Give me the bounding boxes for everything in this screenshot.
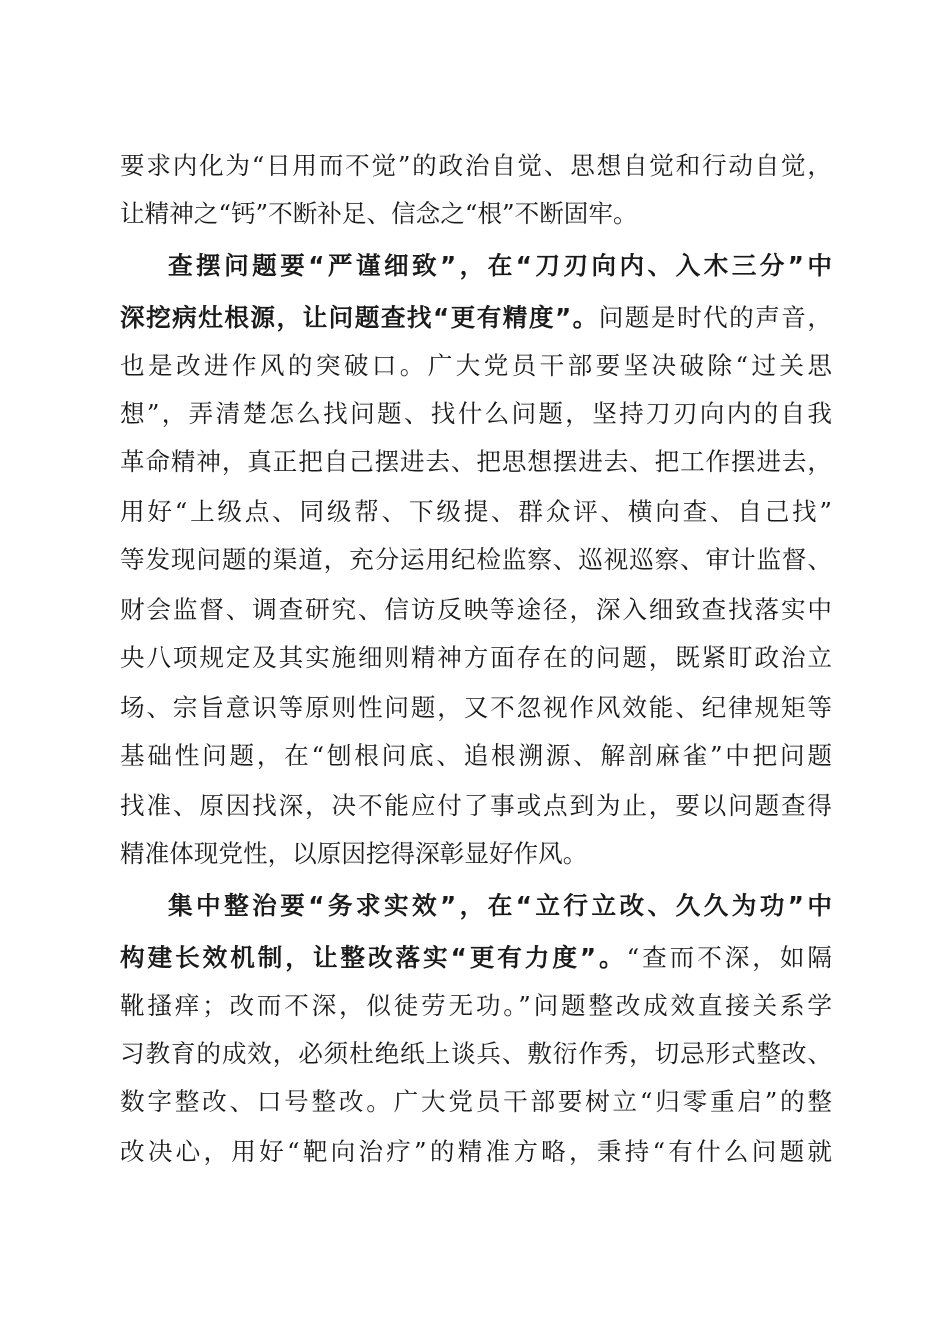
paragraph-1-line-1 xyxy=(120,146,832,186)
paragraph-3-line-1 xyxy=(168,886,832,926)
line-text: 数字整改、口号整改。广大党员干部要树立“归零重启”的整 xyxy=(120,1087,832,1116)
paragraph-3-line-2 xyxy=(120,938,832,978)
paragraph-2-line-5 xyxy=(120,442,832,482)
paragraph-3-line-6 xyxy=(120,1132,832,1172)
line-text: 等发现问题的渠道，充分运用纪检监察、巡视巡察、审计监督、 xyxy=(120,545,832,574)
paragraph-2-line-1 xyxy=(168,246,832,286)
line-text: 基础性问题，在“刨根问底、追根溯源、解剖麻雀”中把问题 xyxy=(120,741,832,770)
line-text: 要求内化为“日用而不觉”的政治自觉、思想自觉和行动自觉， xyxy=(120,151,832,180)
line-text: 找准、原因找深，决不能应付了事或点到为止，要以问题查得 xyxy=(120,791,832,820)
paragraph-3-line-5 xyxy=(120,1082,832,1122)
line-text: 用好“上级点、同级帮、下级提、群众评、横向查、自己找” xyxy=(120,497,832,526)
line-text: 场、宗旨意识等原则性问题，又不忽视作风效能、纪律规矩等 xyxy=(120,693,832,722)
line-text: 财会监督、调查研究、信访反映等途径，深入细致查找落实中 xyxy=(120,595,832,624)
bold-heading-text: 集中整治要“务求实效”，在“立行立改、久久为功”中 xyxy=(168,891,833,920)
bold-heading-text: 构建长效机制，让整改落实“更有力度”。 xyxy=(120,943,627,972)
paragraph-2-line-2 xyxy=(120,298,832,338)
line-text: 靴搔痒；改而不深，似徒劳无功。”问题整改成效直接关系学 xyxy=(120,991,832,1020)
line-text: 问题是时代的声音， xyxy=(598,303,832,332)
line-text: 想”，弄清楚怎么找问题、找什么问题，坚持刀刃向内的自我 xyxy=(120,399,832,428)
paragraph-3-line-4 xyxy=(120,1034,832,1074)
paragraph-2-line-12 xyxy=(120,786,832,826)
line-text: “查而不深，如隔 xyxy=(626,943,832,972)
paragraph-2-line-4 xyxy=(120,394,832,434)
paragraph-2-line-10 xyxy=(120,688,832,728)
paragraph-3-line-3 xyxy=(120,986,832,1026)
paragraph-1-line-2 xyxy=(120,194,832,234)
line-text: 精准体现党性，以原因挖得深彰显好作风。 xyxy=(120,839,588,868)
line-text: 央八项规定及其实施细则精神方面存在的问题，既紧盯政治立 xyxy=(120,643,832,672)
line-text: 改决心，用好“靶向治疗”的精准方略，秉持“有什么问题就 xyxy=(120,1137,832,1166)
line-text: 革命精神，真正把自己摆进去、把思想摆进去、把工作摆进去， xyxy=(120,447,832,476)
paragraph-2-line-11 xyxy=(120,736,832,776)
bold-heading-text: 深挖病灶根源，让问题查找“更有精度”。 xyxy=(120,303,599,332)
paragraph-2-line-7 xyxy=(120,540,832,580)
line-text: 也是改进作风的突破口。广大党员干部要坚决破除“过关思 xyxy=(120,351,832,380)
paragraph-2-line-3 xyxy=(120,346,832,386)
paragraph-2-line-6 xyxy=(120,492,832,532)
line-text: 让精神之“钙”不断补足、信念之“根”不断固牢。 xyxy=(120,199,638,228)
line-text: 习教育的成效，必须杜绝纸上谈兵、敷衍作秀，切忌形式整改、 xyxy=(120,1039,832,1068)
paragraph-2-line-9 xyxy=(120,638,832,678)
paragraph-2-line-13 xyxy=(120,834,832,874)
paragraph-2-line-8 xyxy=(120,590,832,630)
bold-heading-text: 查摆问题要“严谨细致”，在“刀刃向内、入木三分”中 xyxy=(168,251,833,280)
